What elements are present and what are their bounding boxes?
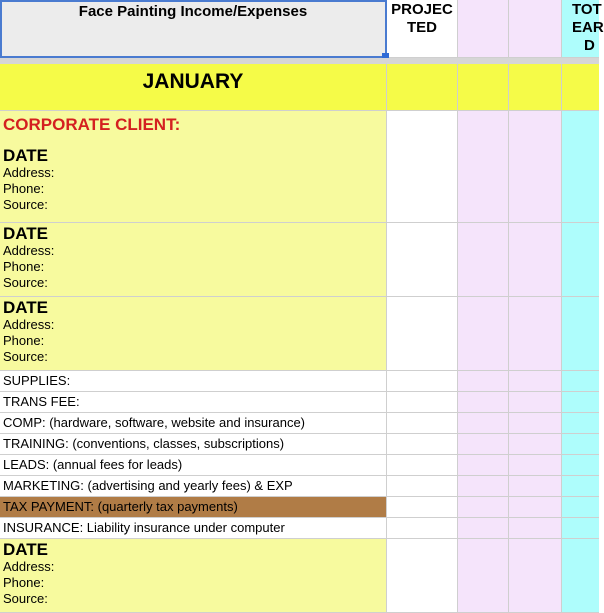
cell-d[interactable]	[509, 455, 562, 476]
total-earned-header	[562, 0, 604, 55]
total-header-line1: TOT	[572, 1, 602, 18]
date-label: DATE	[3, 298, 49, 317]
projected-cell[interactable]	[387, 497, 458, 518]
cell-c[interactable]	[458, 539, 509, 613]
cell-c[interactable]	[458, 497, 509, 518]
header-title-cell[interactable]	[0, 0, 387, 58]
cell-c[interactable]	[458, 392, 509, 413]
date-entry-row	[0, 297, 599, 371]
expense-label: LEADS: (annual fees for leads)	[3, 457, 183, 472]
projected-cell[interactable]	[387, 413, 458, 434]
expense-label: MARKETING: (advertising and yearly fees) & EXP	[3, 478, 293, 493]
month-row	[0, 64, 599, 111]
month-label: JANUARY	[142, 70, 244, 93]
month-cell-e[interactable]	[562, 64, 599, 111]
expense-label-cell[interactable]	[0, 518, 387, 539]
total-cell[interactable]	[562, 111, 599, 223]
address-label: Address:	[3, 317, 55, 332]
cell-d[interactable]	[509, 392, 562, 413]
expense-label: COMP: (hardware, software, website and insurance)	[3, 415, 306, 430]
expense-row-leads	[0, 455, 599, 476]
expense-label-cell[interactable]	[0, 413, 387, 434]
corporate-client-row	[0, 111, 599, 223]
date-entry-cell[interactable]	[0, 223, 387, 297]
expense-label: TRAINING: (conventions, classes, subscriptions)	[3, 436, 285, 451]
month-cell[interactable]	[0, 64, 387, 111]
projected-cell[interactable]	[387, 297, 458, 371]
cell-d[interactable]	[509, 497, 562, 518]
cell-c[interactable]	[458, 223, 509, 297]
cell-d[interactable]	[509, 476, 562, 497]
cell-c[interactable]	[458, 476, 509, 497]
projected-cell[interactable]	[387, 539, 458, 613]
cell-d[interactable]	[509, 111, 562, 223]
cell-c[interactable]	[458, 434, 509, 455]
month-cell-b[interactable]	[387, 64, 458, 111]
date-label: DATE	[3, 224, 49, 243]
expense-label-cell[interactable]	[0, 476, 387, 497]
expense-row-comp	[0, 413, 599, 434]
total-cell[interactable]	[562, 497, 599, 518]
total-cell[interactable]	[562, 392, 599, 413]
source-label: Source:	[3, 275, 48, 290]
expense-row-trans-fee	[0, 392, 599, 413]
sheet-title: Face Painting Income/Expenses	[78, 3, 308, 20]
expense-row-supplies	[0, 371, 599, 392]
expense-label: SUPPLIES:	[3, 373, 71, 388]
expense-row-insurance	[0, 518, 599, 539]
expense-row-training	[0, 434, 599, 455]
total-cell[interactable]	[562, 518, 599, 539]
expense-label-cell[interactable]	[0, 434, 387, 455]
cell-c[interactable]	[458, 413, 509, 434]
projected-cell[interactable]	[387, 371, 458, 392]
cell-d[interactable]	[509, 413, 562, 434]
phone-label: Phone:	[3, 333, 45, 348]
expense-row-marketing	[0, 476, 599, 497]
total-cell[interactable]	[562, 434, 599, 455]
date-label: DATE	[3, 540, 49, 559]
expense-label: TAX PAYMENT: (quarterly tax payments)	[3, 499, 238, 514]
projected-header-line1: PROJEC	[391, 1, 453, 18]
source-label: Source:	[3, 349, 48, 364]
expense-row-tax-payment	[0, 497, 599, 518]
cell-c[interactable]	[458, 518, 509, 539]
expense-label-cell[interactable]	[0, 455, 387, 476]
cell-d[interactable]	[509, 223, 562, 297]
total-cell[interactable]	[562, 413, 599, 434]
address-label: Address:	[3, 559, 55, 574]
address-label: Address:	[3, 243, 55, 258]
total-cell[interactable]	[562, 297, 599, 371]
expense-label-cell[interactable]	[0, 371, 387, 392]
expense-label-cell[interactable]	[0, 497, 387, 518]
header-total-earned-cell[interactable]	[562, 0, 604, 58]
total-header-line2: EAR	[572, 19, 604, 36]
projected-header-line2: TED	[407, 19, 437, 36]
source-label: Source:	[3, 197, 48, 212]
date-entry-cell[interactable]	[0, 539, 387, 613]
date-entry-row	[0, 539, 599, 613]
total-cell[interactable]	[562, 223, 599, 297]
corporate-client-label: CORPORATE CLIENT:	[3, 115, 181, 134]
cell-d[interactable]	[509, 297, 562, 371]
total-cell[interactable]	[562, 539, 599, 613]
address-label: Address:	[3, 165, 55, 180]
cell-d[interactable]	[509, 371, 562, 392]
cell-c[interactable]	[458, 455, 509, 476]
projected-header	[387, 0, 457, 37]
source-label: Source:	[3, 591, 48, 606]
month-cell-c[interactable]	[458, 64, 509, 111]
header-cell-c[interactable]	[458, 0, 509, 58]
phone-label: Phone:	[3, 259, 45, 274]
projected-cell[interactable]	[387, 223, 458, 297]
phone-label: Phone:	[3, 181, 45, 196]
phone-label: Phone:	[3, 575, 45, 590]
total-header-line3: D	[584, 37, 595, 54]
expense-label: INSURANCE: Liability insurance under computer	[3, 520, 285, 535]
date-entry-cell[interactable]	[0, 297, 387, 371]
cell-c[interactable]	[458, 371, 509, 392]
total-cell[interactable]	[562, 476, 599, 497]
cell-d[interactable]	[509, 518, 562, 539]
projected-cell[interactable]	[387, 455, 458, 476]
cell-d[interactable]	[509, 539, 562, 613]
expense-label-cell[interactable]	[0, 392, 387, 413]
header-cell-d[interactable]	[509, 0, 562, 58]
total-cell[interactable]	[562, 371, 599, 392]
corporate-client-cell[interactable]	[0, 111, 387, 223]
projected-cell[interactable]	[387, 434, 458, 455]
projected-cell[interactable]	[387, 518, 458, 539]
cell-d[interactable]	[509, 434, 562, 455]
projected-cell[interactable]	[387, 111, 458, 223]
date-entry-row	[0, 223, 599, 297]
expense-label: TRANS FEE:	[3, 394, 80, 409]
month-cell-d[interactable]	[509, 64, 562, 111]
projected-cell[interactable]	[387, 392, 458, 413]
date-label: DATE	[3, 146, 49, 165]
header-projected-cell[interactable]	[387, 0, 458, 58]
header-row	[0, 0, 604, 58]
cell-c[interactable]	[458, 111, 509, 223]
cell-c[interactable]	[458, 297, 509, 371]
total-cell[interactable]	[562, 455, 599, 476]
projected-cell[interactable]	[387, 476, 458, 497]
